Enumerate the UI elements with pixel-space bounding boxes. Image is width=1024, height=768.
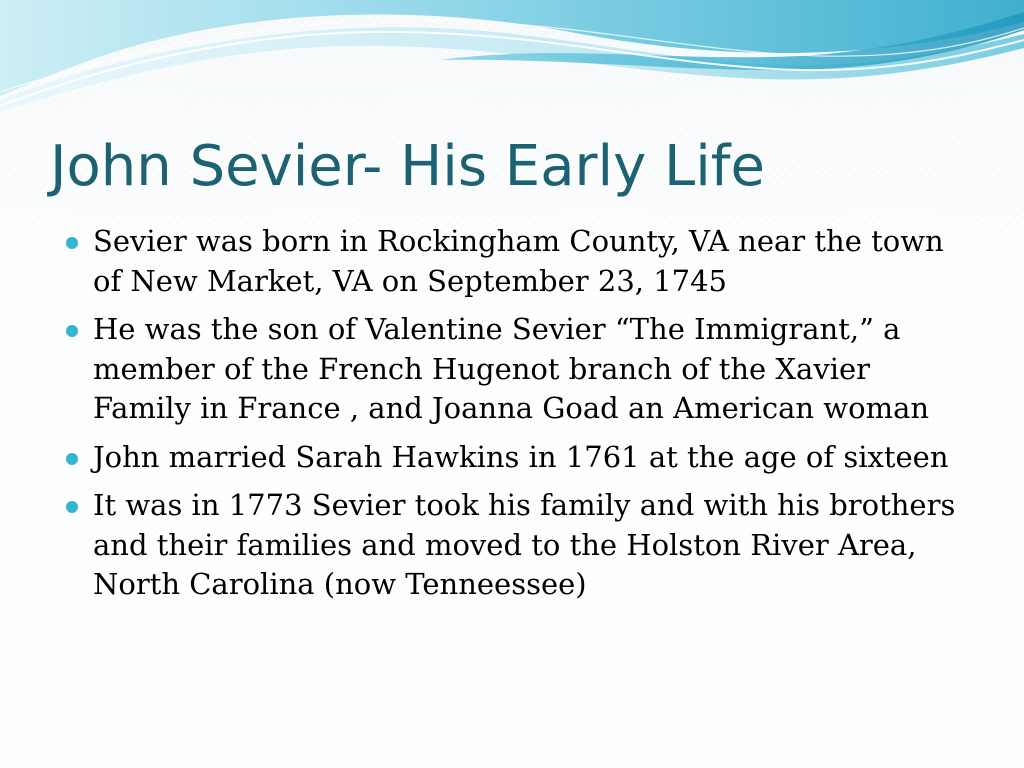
bullet-text: Sevier was born in Rockingham County, VA near the town of New Market, VA on September 23, 1745 [93,224,944,298]
bullet-list [66,222,966,614]
bullet-icon [66,325,78,337]
bullet-text: John married Sarah Hawkins in 1761 at the age of sixteen [93,439,949,474]
bullet-text: It was in 1773 Sevier took his family and with his brothers and their families and moved to the Holston River Area, North Carolina (now Tenneessee) [93,488,956,601]
bullet-icon [66,501,78,513]
bullet-item [66,438,966,478]
bullet-icon [66,237,78,249]
bullet-item [66,222,966,301]
bullet-icon [66,453,78,465]
bullet-item [66,310,966,429]
bullet-text: He was the son of Valentine Sevier “The Immigrant,” a member of the French Hugenot branch of the Xavier Family in France , and Joanna Goad an American woman [93,312,930,425]
wave-header-decoration [0,0,1024,120]
slide-title: John Sevier- His Early Life [50,134,765,199]
bullet-item [66,486,966,605]
